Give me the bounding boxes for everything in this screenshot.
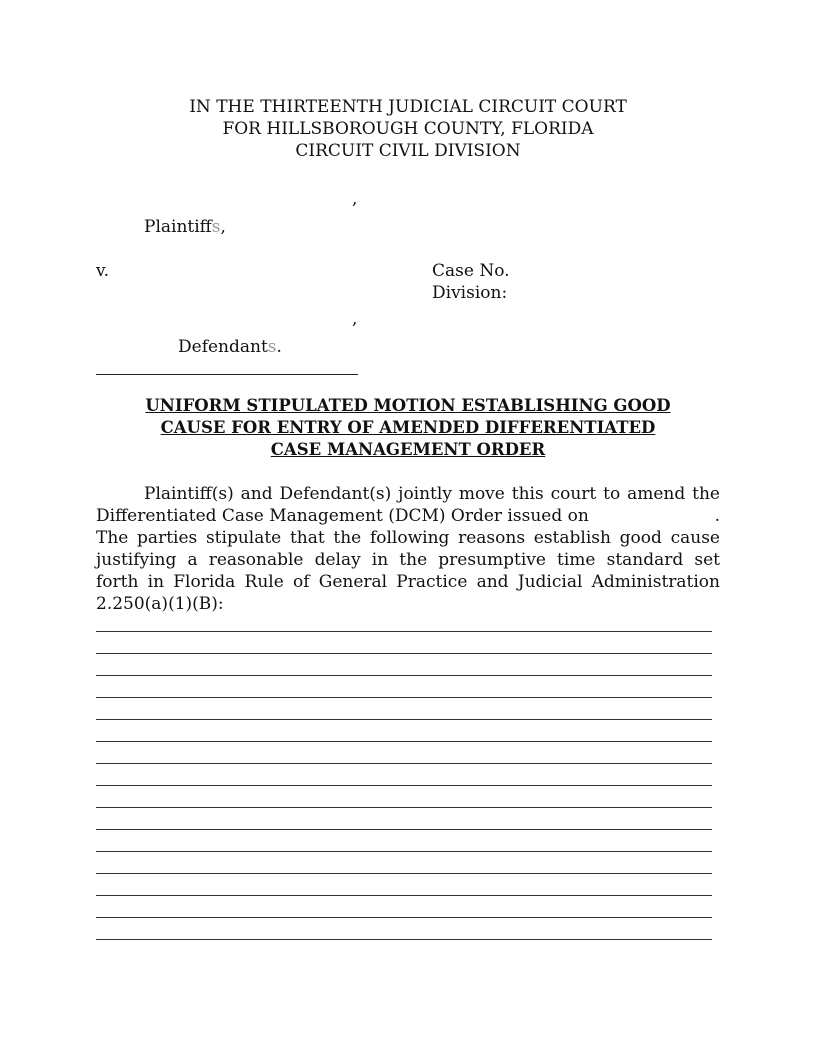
motion-title-line-2: CAUSE FOR ENTRY OF AMENDED DIFFERENTIATED [160, 418, 656, 437]
reason-fill-line[interactable] [96, 763, 712, 764]
defendants-label [178, 336, 282, 358]
reason-fill-line[interactable] [96, 829, 712, 830]
division-label: Division: [432, 283, 508, 303]
plaintiffs-label [144, 216, 226, 238]
motion-body-line-1-text: Plaintiff(s) and Defendant(s) jointly move this court to amend the [144, 484, 720, 504]
reason-fill-line[interactable] [96, 851, 712, 852]
reason-fill-line[interactable] [96, 719, 712, 720]
reason-fill-line[interactable] [96, 697, 712, 698]
court-heading-line-2: FOR HILLSBOROUGH COUNTY, FLORIDA [222, 119, 594, 139]
plaintiff-name-comma: , [352, 189, 358, 209]
motion-body-line-2-text: Differentiated Case Management (DCM) Order issued on [96, 506, 589, 526]
motion-body-line-3: The parties stipulate that the following reasons establish good cause [96, 528, 720, 548]
motion-body-line-6: 2.250(a)(1)(B): [96, 594, 224, 614]
dcm-order-date-blank[interactable] [589, 505, 715, 527]
reason-fill-line[interactable] [96, 917, 712, 918]
reason-fill-line[interactable] [96, 785, 712, 786]
reason-fill-line[interactable] [96, 653, 712, 654]
motion-title [120, 395, 696, 461]
defendant-name-comma: , [352, 309, 358, 329]
plaintiffs-label-main: Plaintiff [144, 217, 212, 237]
reason-fill-line[interactable] [96, 807, 712, 808]
court-heading [96, 96, 720, 162]
defendants-label-punct: . [276, 337, 282, 357]
defendants-label-main: Defendant [178, 337, 268, 357]
case-number-label: Case No. [432, 261, 510, 281]
reason-fill-line[interactable] [96, 939, 712, 940]
reason-fill-line[interactable] [96, 895, 712, 896]
defendants-label-suffix: s [267, 337, 277, 357]
motion-body-line-5: forth in Florida Rule of General Practice and Judicial Administration [96, 572, 720, 592]
reason-fill-line[interactable] [96, 741, 712, 742]
motion-body-line-1 [96, 483, 720, 505]
court-heading-line-1: IN THE THIRTEENTH JUDICIAL CIRCUIT COURT [189, 97, 627, 117]
caption-divider [96, 374, 358, 375]
motion-body [96, 483, 720, 615]
reason-fill-line[interactable] [96, 675, 712, 676]
versus-label: v. [96, 261, 109, 281]
plaintiffs-label-punct: , [220, 217, 226, 237]
motion-title-line-3: CASE MANAGEMENT ORDER [270, 440, 546, 459]
motion-body-line-2 [96, 505, 720, 527]
reason-fill-line[interactable] [96, 873, 712, 874]
court-heading-line-3: CIRCUIT CIVIL DIVISION [295, 141, 521, 161]
motion-body-line-4: justifying a reasonable delay in the presumptive time standard set [96, 550, 720, 570]
plaintiffs-label-suffix: s [211, 217, 221, 237]
motion-body-line-2-end: . [714, 506, 720, 526]
motion-title-line-1: UNIFORM STIPULATED MOTION ESTABLISHING GOOD [145, 396, 671, 415]
reason-fill-line[interactable] [96, 631, 712, 632]
